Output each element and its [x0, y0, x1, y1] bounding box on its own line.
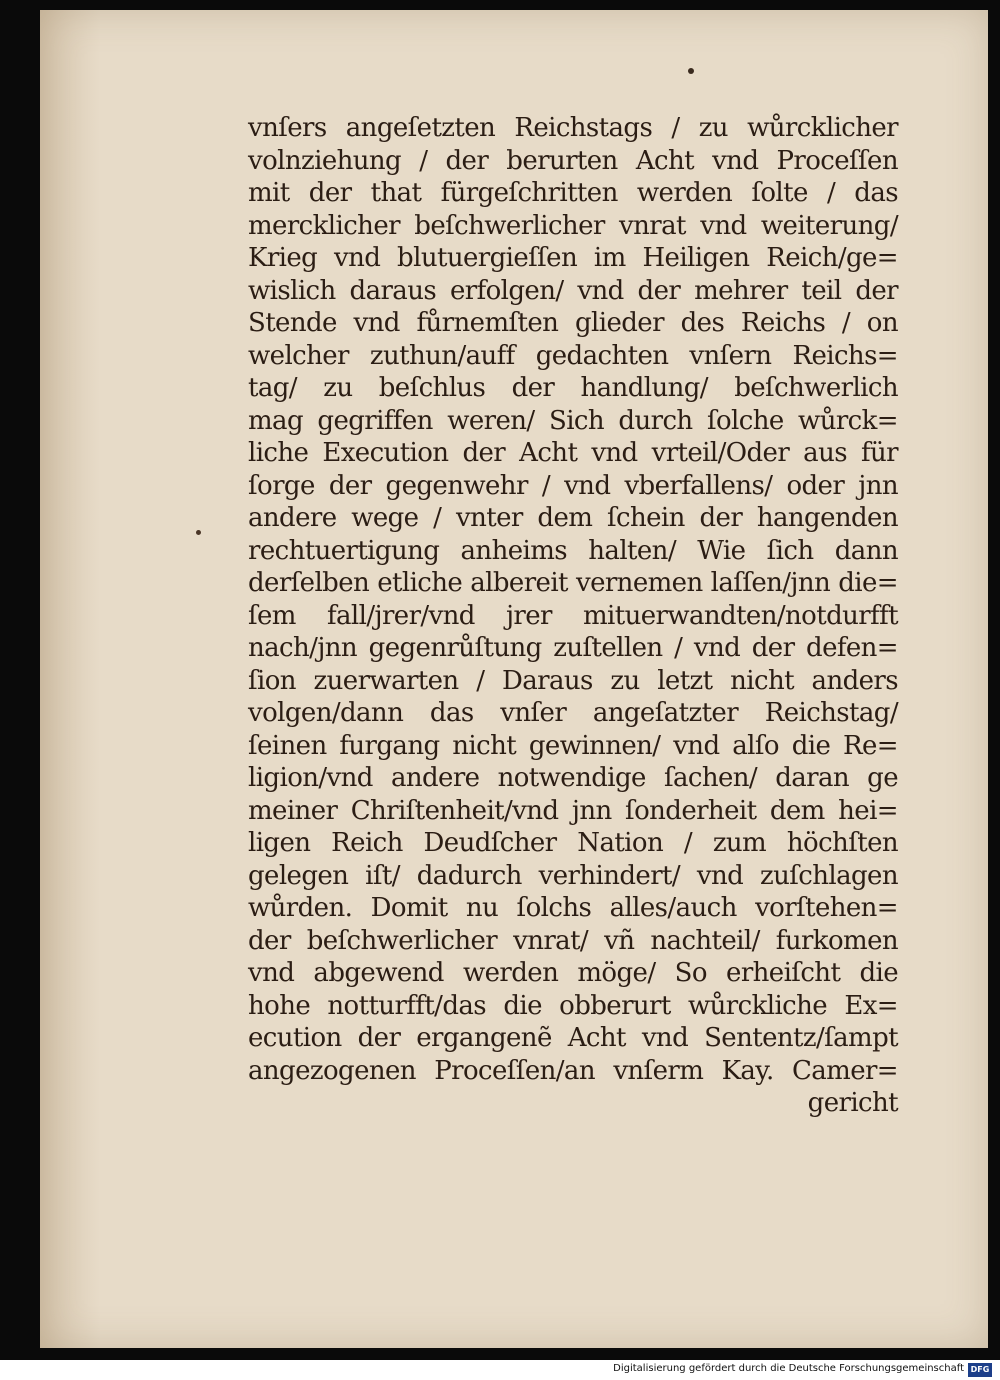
text-line-21: ligion/vnd andere notwendige ſachen/ daran ge: [248, 763, 898, 793]
text-line-17: nach/jnn gegenrůſtung zuſtellen / vnd der defen=: [248, 633, 898, 663]
catchword: gericht: [807, 1088, 898, 1118]
text-line-22: meiner Chriſtenheit/vnd jnn ſonderheit dem hei=: [248, 795, 898, 826]
text-line-12: ſorge der gegenwehr / vnd vberfallens/ oder jnn: [248, 470, 898, 501]
footer-bar: [0, 1360, 1000, 1380]
text-line-2: volnziehung / der berurten Acht vnd Proceſſen: [248, 145, 898, 176]
page-text-block: [248, 112, 898, 1120]
text-line-20: ſeinen furgang nicht gewinnen/ vnd alſo die Re=: [248, 730, 898, 761]
text-line-3: mit der that fürgeſchritten werden ſolte / das: [248, 178, 898, 208]
text-line-19: volgen/dann das vnſer angeſatzter Reichstag/: [248, 698, 898, 728]
text-line-14: rechtuertigung anheims halten/ Wie ſich dann: [248, 535, 898, 566]
text-line-8: welcher zuthun/auff gedachten vnſern Reichs=: [248, 340, 898, 371]
text-line-4: mercklicher beſchwerlicher vnrat vnd weiterung/: [248, 210, 898, 241]
text-line-7: Stende vnd fůrnemſten glieder des Reichs / on: [248, 308, 898, 338]
text-line-10: mag gegriffen weren/ Sich durch ſolche wůrck=: [248, 405, 898, 436]
page-edge-shading: [40, 10, 100, 1348]
text-line-27: vnd abgewend werden möge/ So erheiſcht die: [248, 958, 898, 988]
dfg-logo-icon: DFG: [968, 1363, 992, 1377]
text-line-23: ligen Reich Deudſcher Nation / zum höchſten: [248, 828, 898, 858]
text-line-29: ecution der ergangenẽ Acht vnd Sententz/ſampt: [248, 1023, 898, 1053]
text-line-13: andere wege / vnter dem ſchein der hangenden: [248, 503, 898, 533]
text-line-30: angezogenen Proceſſen/an vnſerm Kay. Camer=: [248, 1055, 898, 1086]
funding-credit: Digitalisierung gefördert durch die Deutsche Forschungsgemeinschaft: [613, 1363, 964, 1374]
text-line-5: Krieg vnd blutuergieſſen im Heiligen Reich/ge=: [248, 243, 898, 273]
text-line-24: gelegen iſt/ dadurch verhindert/ vnd zuſchlagen: [248, 860, 898, 891]
text-line-16: ſem fall/jrer/vnd jrer mituerwandten/notdurfft: [248, 600, 898, 631]
text-line-6: wislich daraus erfolgen/ vnd der mehrer teil der: [248, 275, 898, 306]
text-line-1: vnſers angeſetzten Reichstags / zu wůrcklicher: [248, 113, 898, 143]
text-line-9: tag/ zu beſchlus der handlung/ beſchwerlich: [248, 373, 898, 403]
text-line-18: ſion zuerwarten / Daraus zu letzt nicht anders: [248, 665, 898, 696]
text-line-28: hohe notturfft/das die obberurt wůrckliche Ex=: [248, 990, 898, 1021]
text-line-15: derſelben etliche albereit vernemen laſſen/jnn die=: [248, 568, 898, 598]
text-line-26: der beſchwerlicher vnrat/ vñ nachteil/ furkomen: [248, 925, 898, 956]
ink-speck-margin: [196, 530, 201, 535]
text-line-11: liche Execution der Acht vnd vrteil/Oder aus für: [248, 438, 898, 468]
ink-speck-top: [688, 68, 694, 74]
text-line-25: wůrden. Domit nu ſolchs alles/auch vorſtehen=: [248, 893, 898, 923]
